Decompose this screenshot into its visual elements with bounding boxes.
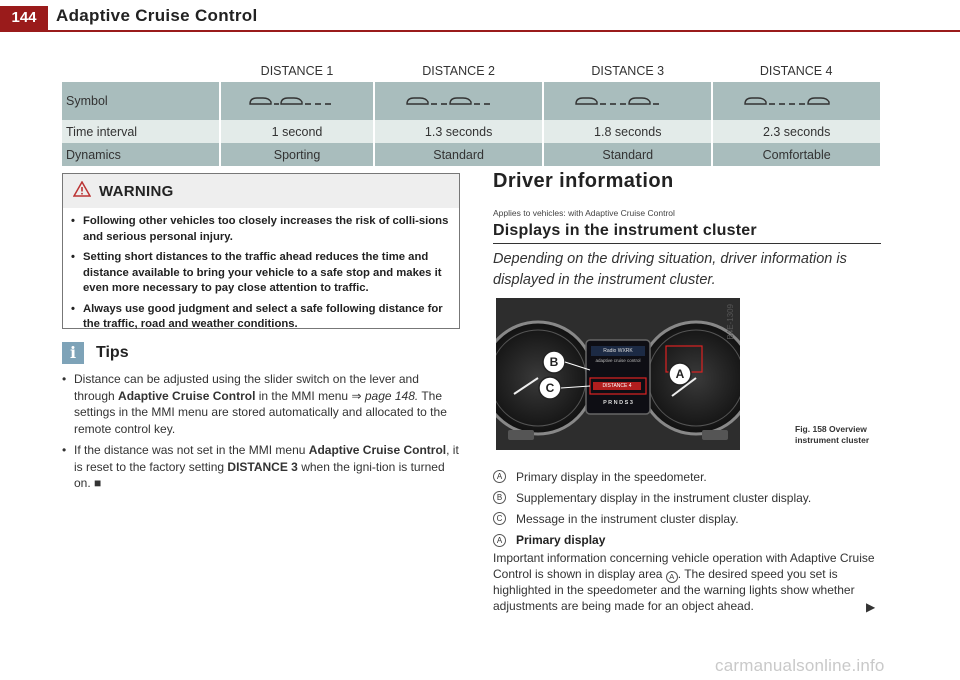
warning-triangle-icon	[73, 181, 91, 202]
table-cell: 1 second	[220, 120, 374, 143]
table-cell: Sporting	[220, 143, 374, 166]
info-icon: i	[62, 342, 84, 364]
subsection-rule	[493, 243, 881, 244]
distance-table	[62, 58, 880, 166]
display-line-3: DISTANCE 4	[602, 383, 632, 389]
instrument-cluster-figure	[496, 298, 740, 450]
display-line-1: Radio WXRK	[603, 348, 633, 354]
tips-paragraph: • Distance can be adjusted using the slider switch on the lever and through Adaptive Cruise Control in the MMI menu ⇒ page 148. The settings in the MMI menu are stored automatically and allocated to the remote control key.	[62, 372, 447, 436]
tips-header	[62, 342, 129, 364]
legend-item: B Supplementary display in the instrument cluster display.	[493, 487, 885, 508]
page-number: 144	[0, 6, 48, 30]
table-row-time	[62, 120, 880, 143]
watermark: carmanualsonline.info	[715, 656, 885, 675]
warning-item: • Setting short distances to the traffic ahead reduces the time and distance available to bring your vehicle to a safe stop and makes it even more necessary to pay close attention to traffic.	[71, 251, 442, 294]
table-cell: 1.3 seconds	[374, 120, 543, 143]
display-line-2: adaptive cruise control	[595, 358, 641, 363]
tips-paragraph: • If the distance was not set in the MMI menu Adaptive Cruise Control, it is reset to the factory setting DISTANCE 3 when the igni-tion is turned on. ■	[62, 443, 459, 490]
legend-item: C Message in the instrument cluster display.	[493, 508, 885, 529]
distance-symbol-3	[543, 82, 712, 120]
column-header: DISTANCE 2	[422, 64, 495, 78]
figure-caption: Fig. 158 Overview instrument cluster	[795, 424, 870, 445]
distance-symbol-4	[712, 82, 880, 120]
table-cell: Standard	[374, 143, 543, 166]
callout-b: B	[549, 355, 559, 369]
figure-legend	[493, 466, 885, 529]
table-cell: Comfortable	[712, 143, 880, 166]
tips-body	[62, 371, 460, 497]
applies-note: Applies to vehicles: with Adaptive Cruise Control	[493, 208, 675, 218]
subsection-title: Displays in the instrument cluster	[493, 222, 757, 239]
chapter-title: Adaptive Cruise Control	[56, 6, 258, 25]
distance-symbol-1	[220, 82, 374, 120]
page-reference-link[interactable]: page 148.	[364, 388, 419, 403]
table-cell: 1.8 seconds	[543, 120, 712, 143]
intro-text: Depending on the driving situation, driver information is displayed in the instrument cluster.	[493, 251, 847, 288]
section-title: Driver information	[493, 170, 674, 192]
primary-display-heading: A Primary display	[493, 533, 605, 547]
header-rule	[0, 30, 960, 32]
callout-c: C	[545, 381, 555, 395]
distance-symbol-2	[374, 82, 543, 120]
warning-item: • Always use good judgment and select a safe following distance for the traffic, road and weather conditions.	[71, 302, 443, 330]
callout-a: A	[675, 367, 685, 381]
warning-title: WARNING	[99, 182, 174, 200]
row-label: Symbol	[62, 82, 220, 120]
tips-title: Tips	[96, 344, 129, 361]
table-cell: 2.3 seconds	[712, 120, 880, 143]
warning-header	[63, 174, 459, 208]
row-label: Time interval	[62, 120, 220, 143]
column-header: DISTANCE 4	[759, 64, 833, 78]
table-cell: Standard	[543, 143, 712, 166]
table-header-row	[62, 58, 880, 82]
table-row-dynamics	[62, 143, 880, 166]
page-header	[0, 0, 960, 30]
gear-indicator: P R N D S 3	[603, 400, 633, 406]
column-header: DISTANCE 3	[591, 64, 665, 78]
warning-item: • Following other vehicles too closely increases the risk of colli-sions and serious personal injury.	[71, 215, 449, 243]
table-row-symbol	[62, 82, 880, 120]
legend-item: A Primary display in the speedometer.	[493, 466, 885, 487]
column-header: DISTANCE 1	[260, 64, 334, 78]
primary-display-text: Important information concerning vehicle operation with Adaptive Cruise Control is shown in display area A . The desired speed you set is highlighted in the speedometer and the warning lights show whether adjustments are being made for an object ahead.	[493, 551, 875, 613]
continue-arrow-icon: ▶	[866, 600, 876, 614]
warning-box	[62, 173, 460, 329]
figure-code: B4E-1309	[726, 304, 735, 340]
row-label: Dynamics	[62, 143, 220, 166]
